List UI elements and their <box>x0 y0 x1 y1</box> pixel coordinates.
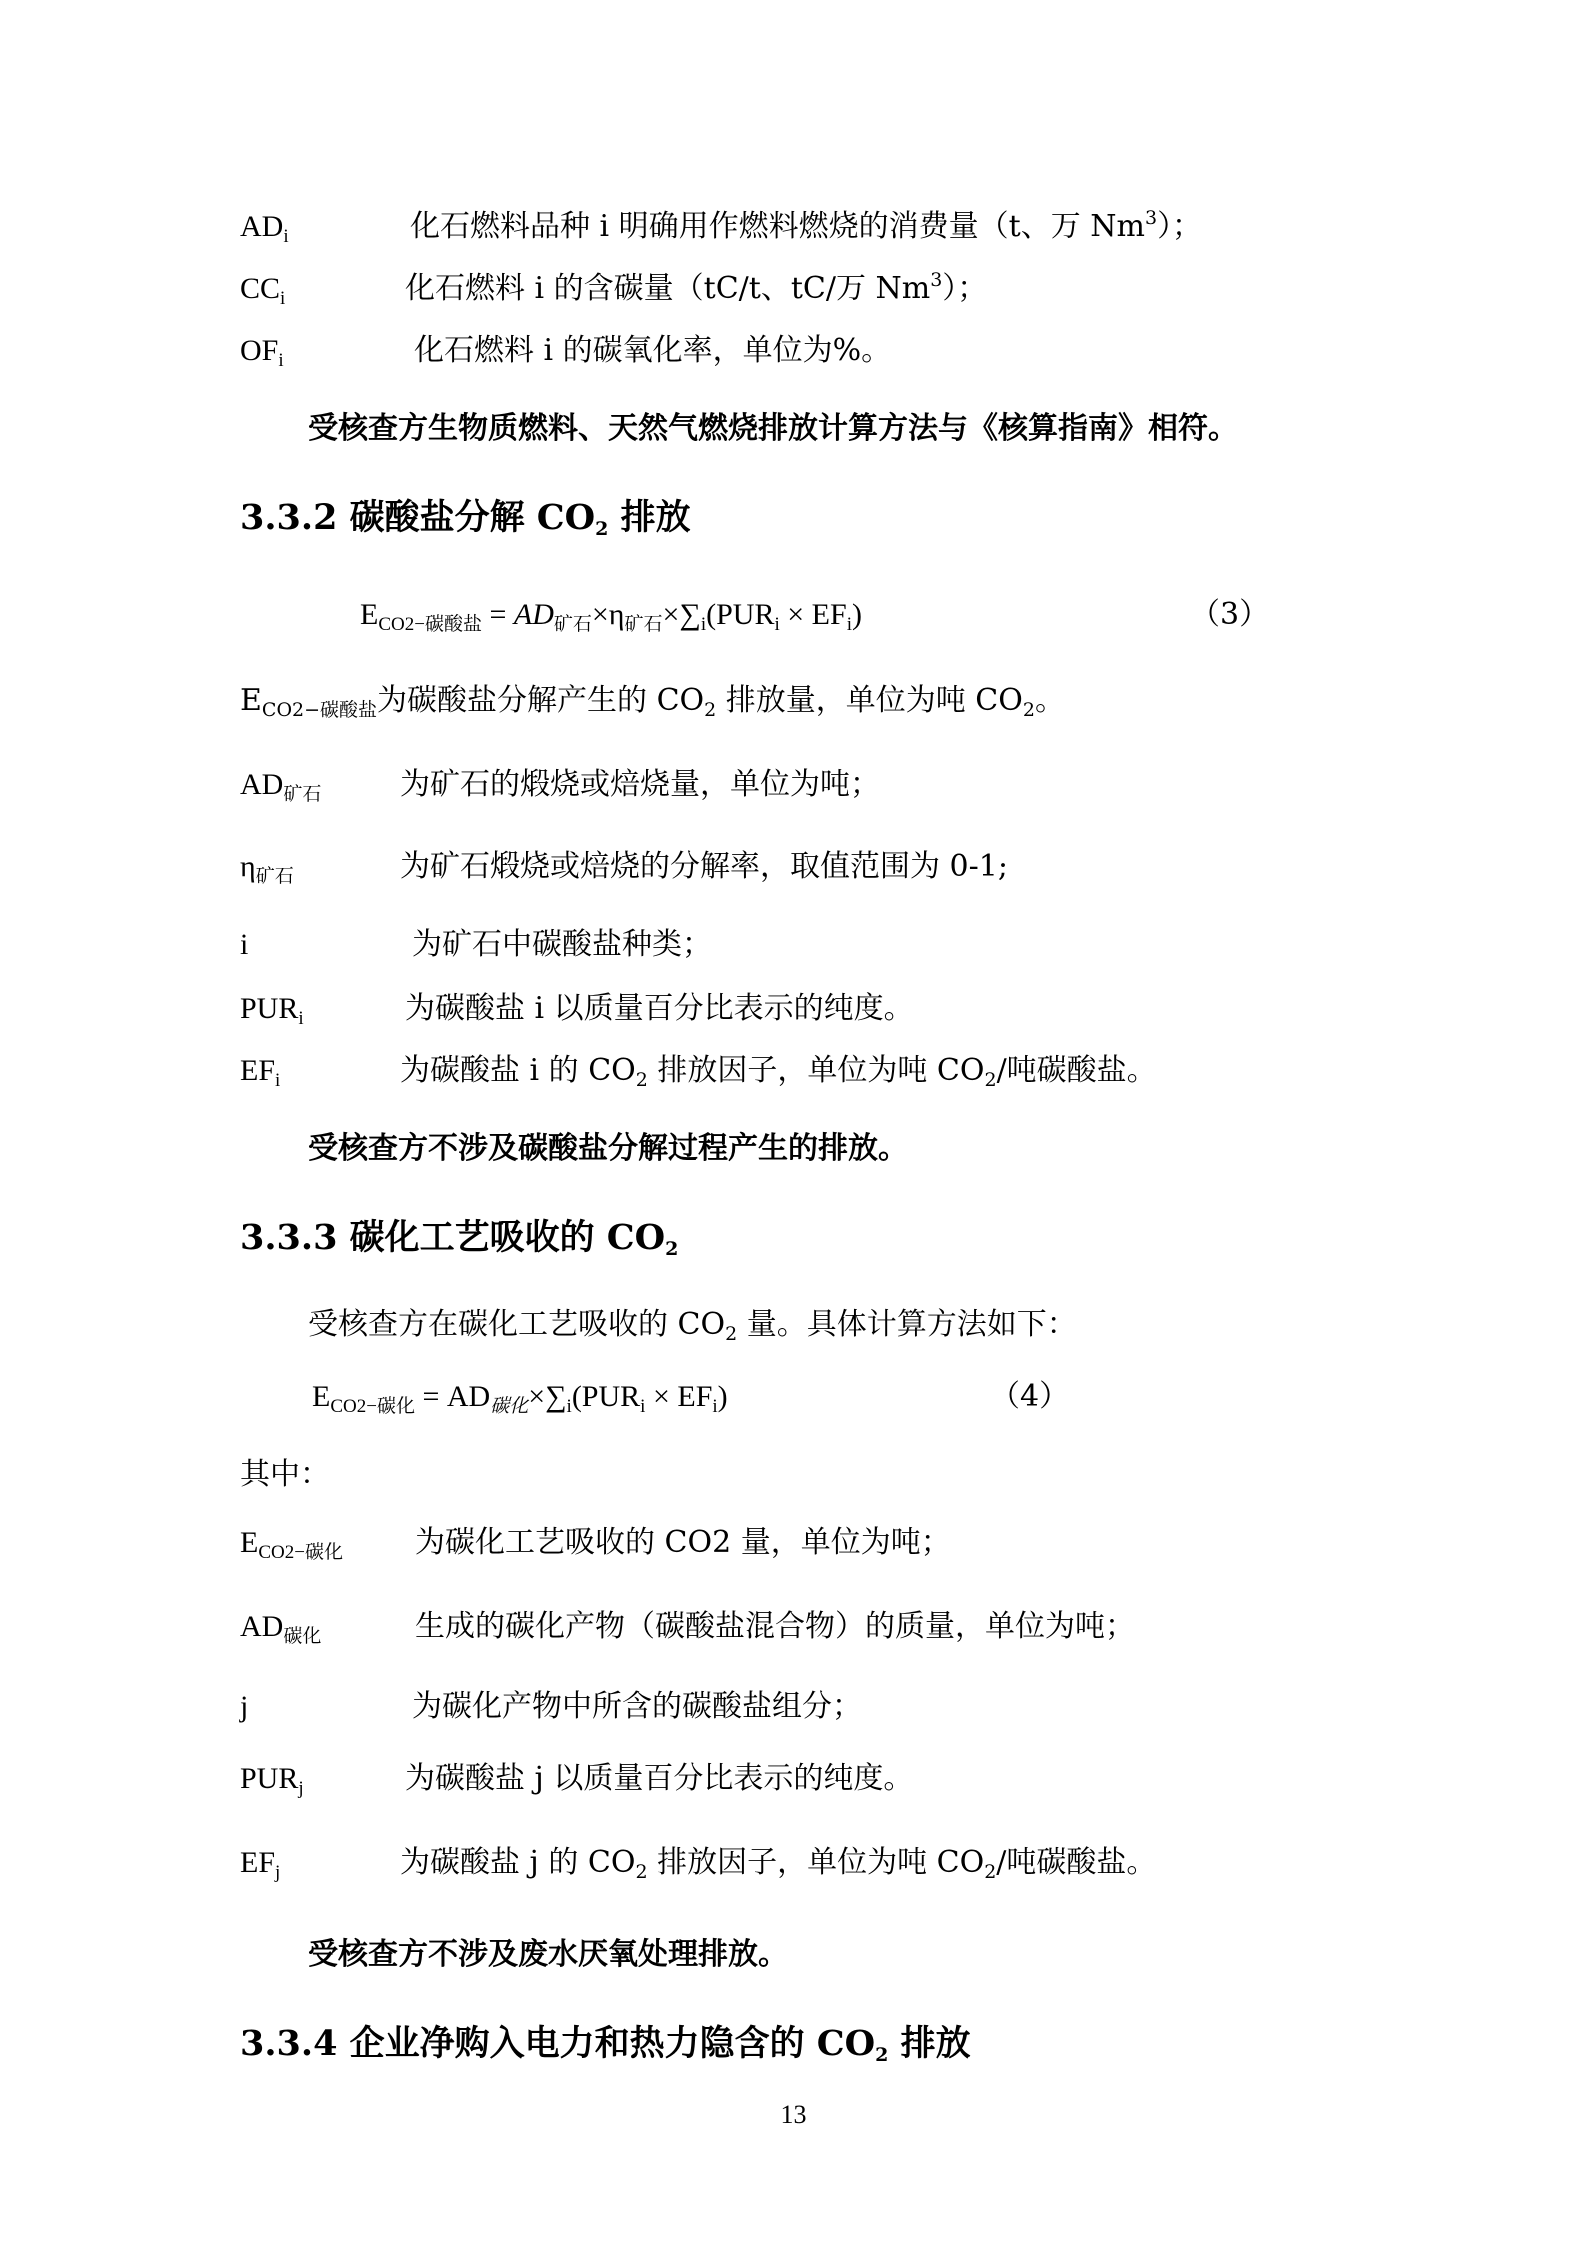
symbol-ef-j: $EF_j$ <box>240 1846 281 1883</box>
definition-pur-i: 为碳酸盐 i 以质量百分比表示的纯度。 <box>405 991 914 1026</box>
definition-ef-i: 为碳酸盐 i 的 $CO_2$ 排放因子，单位为吨 $CO_2/$吨碳酸盐。 <box>400 1053 1157 1091</box>
conclusion-paragraph-1: 受核查方生物质燃料、天然气燃烧排放计算方法与《核算指南》相符。 <box>308 411 1238 446</box>
conclusion-paragraph-3: 受核查方不涉及废水厌氧处理排放。 <box>308 1937 788 1972</box>
definition-pur-j: 为碳酸盐 j 以质量百分比表示的纯度。 <box>405 1761 914 1796</box>
symbol-pur-i: $PUR_i$ <box>240 992 304 1029</box>
definition-ad-ore: 为矿石的煅烧或焙烧量，单位为吨； <box>400 767 880 802</box>
symbol-ef-i: $EF_i$ <box>240 1054 281 1091</box>
method-intro-paragraph: 受核查方在碳化工艺吸收的 $CO_2$ 量。具体计算方法如下： <box>308 1307 1077 1345</box>
symbol-eta-ore: $\eta_{矿石}$ <box>240 850 294 887</box>
definition-e-carbonation: 为碳化工艺吸收的 CO2 量，单位为吨； <box>415 1525 951 1560</box>
formula-4: $E_{CO2-碳化} = AD_{碳化}\times\sum_i(PUR_i \times EF_i)$ <box>312 1380 728 1417</box>
definition-j: 为碳化产物中所含的碳酸盐组分； <box>412 1689 862 1724</box>
definition-ad-carbonation: 生成的碳化产物（碳酸盐混合物）的质量，单位为吨； <box>415 1609 1135 1644</box>
symbol-of-i: $OF_i$ <box>240 334 284 371</box>
equation-number-4: （4） <box>990 1379 1070 1414</box>
section-heading-3-3-3: 3.3.3 碳化工艺吸收的 $CO_2$ <box>240 1217 679 1260</box>
conclusion-paragraph-2: 受核查方不涉及碳酸盐分解过程产生的排放。 <box>308 1131 908 1166</box>
symbol-ad-i: $AD_i$ <box>240 210 289 247</box>
symbol-j: j <box>240 1690 249 1723</box>
symbol-pur-j: $PUR_j$ <box>240 1762 304 1799</box>
symbol-i: i <box>240 928 249 961</box>
definition-cc-i: 化石燃料 i 的含碳量（tC/t、tC/万 Nm$^3$）； <box>405 269 988 306</box>
where-label: 其中： <box>240 1457 330 1492</box>
symbol-e-carbonation: $E_{CO2-碳化}$ <box>240 1526 343 1563</box>
definition-of-i: 化石燃料 i 的碳氧化率，单位为%。 <box>414 333 892 368</box>
symbol-cc-i: $CC_i$ <box>240 272 286 309</box>
definition-ef-j: 为碳酸盐 j 的 $CO_2$ 排放因子，单位为吨 $CO_2/$吨碳酸盐。 <box>400 1845 1157 1883</box>
page-number: 13 <box>780 2100 807 2129</box>
symbol-ad-carbonation: $AD_{碳化}$ <box>240 1610 322 1647</box>
section-heading-3-3-4: 3.3.4 企业净购入电力和热力隐含的 $CO_2$ 排放 <box>240 2023 971 2066</box>
definition-eta-ore: 为矿石煅烧或焙烧的分解率，取值范围为 0-1; <box>400 849 1008 884</box>
definition-ad-i: 化石燃料品种 i 明确用作燃料燃烧的消费量（t、万 Nm$^3$）； <box>410 207 1203 244</box>
definition-i: 为矿石中碳酸盐种类； <box>412 927 712 962</box>
equation-number-3: （3） <box>1190 597 1270 632</box>
symbol-ad-ore: $AD_{矿石}$ <box>240 768 322 805</box>
formula-3: $E_{CO2-碳酸盐} = AD_{矿石}\times\eta_{矿石}\times\sum_i(PUR_i \times EF_i)$ <box>360 598 862 635</box>
section-heading-3-3-2: 3.3.2 碳酸盐分解 $CO_2$ 排放 <box>240 497 691 540</box>
emission-definition-line: $E_{CO2-碳酸盐}$为碳酸盐分解产生的 $CO_2$ 排放量，单位为吨 $CO_2$。 <box>240 683 1065 721</box>
